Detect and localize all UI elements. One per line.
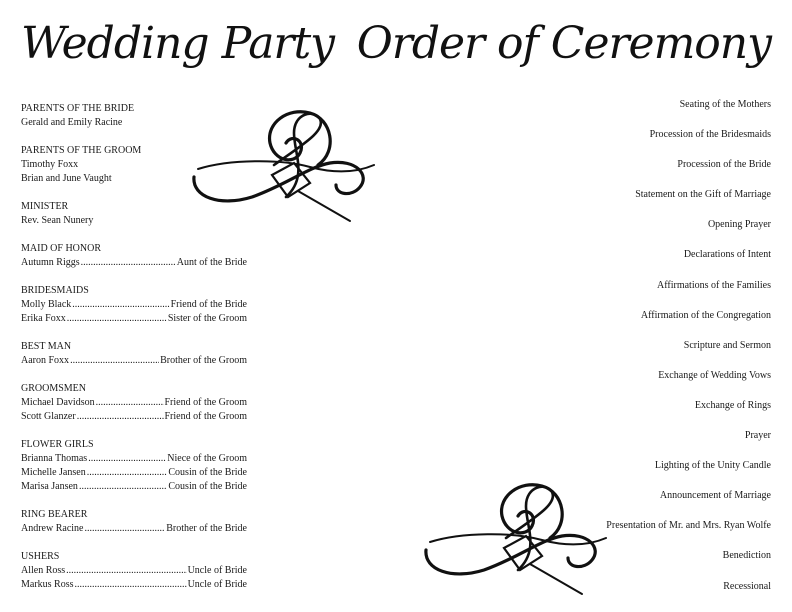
ceremony-item: Affirmations of the Families — [657, 279, 771, 291]
party-member-row — [21, 410, 247, 424]
ceremony-item: Statement on the Gift of Marriage — [635, 189, 771, 201]
ceremony-item: Announcement of Marriage — [659, 490, 771, 502]
ceremony-item: Presentation of Mr. and Mrs. Ryan Wolfe — [606, 520, 771, 532]
dot-leader — [70, 354, 159, 368]
party-member-row — [21, 578, 247, 592]
member-name: Autumn Riggs — [21, 257, 80, 268]
ceremony-item: Seating of the Mothers — [679, 99, 771, 110]
section-heading: BEST MAN — [21, 341, 72, 352]
member-name: Andrew Racine — [21, 523, 84, 534]
member-name: Brian and June Vaught — [21, 173, 112, 184]
dot-leader — [67, 312, 167, 326]
party-section — [21, 242, 247, 270]
member-name: Michael Davidson — [21, 397, 95, 408]
party-member-row — [21, 298, 247, 312]
dot-leader — [75, 578, 187, 592]
order-of-ceremony-title: Order of Ceremony — [356, 18, 771, 69]
dot-leader — [84, 522, 165, 536]
ceremony-item: Exchange of Wedding Vows — [658, 369, 771, 381]
party-section — [21, 340, 247, 368]
ceremony-item: Lighting of the Unity Candle — [654, 460, 771, 472]
member-relation: Niece of the Groom — [167, 453, 247, 464]
member-relation: Sister of the Groom — [167, 313, 247, 324]
member-name: Brianna Thomas — [21, 453, 88, 464]
member-name: Gerald and Emily Racine — [21, 117, 123, 128]
member-relation: Aunt of the Bride — [176, 257, 247, 268]
section-heading: MINISTER — [21, 201, 69, 212]
section-heading: PARENTS OF THE BRIDE — [21, 103, 135, 114]
dot-leader — [66, 564, 186, 578]
section-heading: GROOMSMEN — [21, 383, 87, 394]
member-relation: Friend of the Bride — [170, 299, 247, 310]
member-relation: Cousin of the Bride — [168, 481, 247, 492]
flourish-heart-icon — [422, 478, 608, 598]
member-relation: Uncle of Bride — [187, 579, 247, 590]
party-member-row — [21, 396, 247, 410]
ceremony-item: Scripture and Sermon — [683, 339, 771, 351]
dot-leader — [96, 396, 164, 410]
member-name: Timothy Foxx — [21, 159, 79, 170]
member-relation: Friend of the Groom — [164, 397, 247, 408]
ceremony-item: Procession of the Bridesmaids — [649, 129, 771, 141]
ceremony-item: Procession of the Bride — [677, 159, 771, 171]
member-name: Rev. Sean Nunery — [21, 215, 94, 226]
party-member-row — [21, 354, 247, 368]
section-heading: MAID OF HONOR — [21, 243, 102, 254]
ceremony-item: Prayer — [744, 430, 771, 442]
dot-leader — [81, 256, 176, 270]
member-name: Markus Ross — [21, 579, 74, 590]
flourish-heart-icon — [190, 105, 376, 225]
party-section — [21, 508, 247, 536]
wedding-party-title: Wedding Party — [21, 18, 335, 69]
dot-leader — [72, 298, 169, 312]
ceremony-item: Affirmation of the Congregation — [640, 309, 771, 321]
section-heading: USHERS — [21, 551, 60, 562]
dot-leader — [88, 452, 166, 466]
member-relation: Brother of the Groom — [160, 355, 247, 366]
member-relation: Cousin of the Bride — [168, 467, 247, 478]
section-heading: BRIDESMAIDS — [21, 285, 89, 296]
dot-leader — [77, 410, 164, 424]
section-heading: FLOWER GIRLS — [21, 439, 94, 450]
party-member-row — [21, 564, 247, 578]
ceremony-item: Benediction — [722, 550, 771, 562]
member-name: Aaron Foxx — [21, 355, 70, 366]
section-heading: PARENTS OF THE GROOM — [21, 145, 142, 156]
ceremony-item: Opening Prayer — [707, 219, 771, 231]
party-section — [21, 550, 247, 592]
member-name: Molly Black — [21, 299, 72, 310]
party-member-row — [21, 466, 247, 480]
member-name: Erika Foxx — [21, 313, 66, 324]
dot-leader — [87, 466, 168, 480]
party-member-row — [21, 480, 247, 494]
member-name: Michelle Jansen — [21, 467, 86, 478]
party-member-row — [21, 522, 247, 536]
member-relation: Friend of the Groom — [164, 411, 247, 422]
section-heading: RING BEARER — [21, 509, 88, 520]
party-section — [21, 438, 247, 494]
member-relation: Uncle of Bride — [187, 565, 247, 576]
member-name: Scott Glanzer — [21, 411, 76, 422]
party-member-row — [21, 256, 247, 270]
ceremony-item: Exchange of Rings — [694, 399, 771, 411]
party-member-row — [21, 452, 247, 466]
party-section — [21, 382, 247, 424]
member-name: Marisa Jansen — [21, 481, 78, 492]
member-name: Allen Ross — [21, 565, 66, 576]
party-member-row — [21, 312, 247, 326]
ceremony-item: Declarations of Intent — [683, 249, 771, 261]
dot-leader — [79, 480, 167, 494]
member-relation: Brother of the Bride — [166, 523, 247, 534]
ceremony-item: Recessional — [723, 580, 771, 592]
party-section — [21, 284, 247, 326]
